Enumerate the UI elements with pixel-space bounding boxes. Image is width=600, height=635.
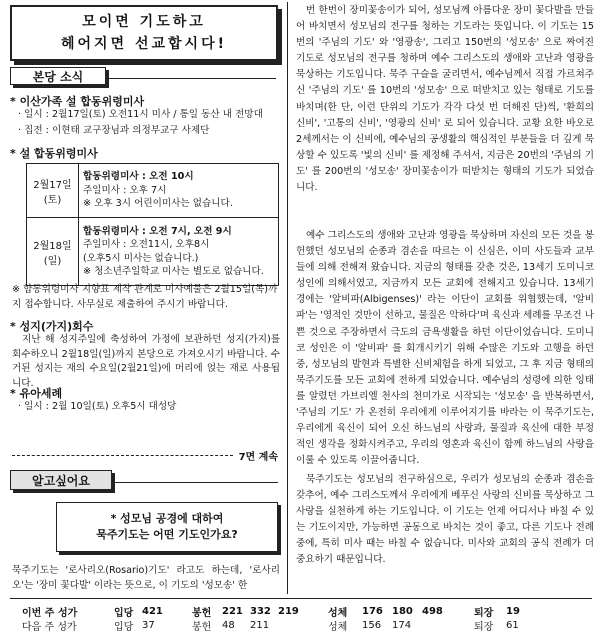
communion-hymn: 156	[362, 619, 382, 631]
offertory-label: 봉헌	[192, 621, 212, 633]
table-row	[27, 164, 279, 218]
schedule-line: (오후5시 미사는 없습니다.)	[83, 252, 199, 264]
stats-label: 이번 주 성가	[22, 607, 78, 619]
recessional-label: 퇴장	[474, 621, 494, 633]
offertory-hymn: 219	[278, 605, 299, 617]
stats-label: 다음 주 성가	[22, 621, 77, 633]
item-heading-palm-return: * 성지(가지)회수	[10, 320, 94, 333]
topic-line-1: * 성모님 공경에 대하여	[110, 512, 224, 525]
section-parish-news: 본당 소식	[10, 67, 106, 85]
rosary-intro: 묵주기도는 '로사리오(Rosario)기도' 라고도 하는데, '로사리오'는 '장미 꽃다발' 이라는 뜻으로, 이 기도의 '성모송' 한	[12, 565, 280, 591]
slogan-banner	[10, 5, 278, 61]
section-want-to-know: 알고싶어요	[10, 470, 112, 490]
item-note: ※ 합동위령미사 지향표 제작 관계로 미사예물은 2월15일(목)까지 접수합니다. 사무실로 제출하여 주시기 바랍니다.	[12, 284, 278, 310]
schedule-details	[79, 218, 279, 286]
communion-label: 성체	[328, 621, 348, 633]
recessional-label: 퇴장	[474, 607, 494, 619]
mass-schedule-table	[26, 163, 279, 286]
schedule-line: 합동위령미사 : 오전 10시	[83, 171, 194, 183]
item-detail: · 일시 : 2월17일(토) 오전11시 미사 / 통일 동산 내 전망대	[18, 109, 263, 120]
recessional-hymn: 19	[506, 605, 520, 617]
entrance-hymn: 421	[142, 605, 163, 617]
entrance-label: 입당	[114, 607, 134, 619]
schedule-line: 주일미사 : 오전11시, 오후8시	[83, 239, 210, 250]
topic-line-2: 묵주기도는 어떤 기도인가요?	[96, 528, 238, 541]
schedule-details	[79, 164, 279, 218]
rosary-paragraph-3: 묵주기도는 성모님의 전구하심으로, 우리가 성모님의 순종과 겸손을 갖추어, 예수 그리스도께서 우리에게 베푸신 사랑의 신비를 묵상하고 그 사랑을 실천하게 하는 기도입니다. 이 기도는 언제 어디서나 바칠 수 있는 기도이지만, 가능하면 공동으로 바치는 것이 좋고, 다른 기도나 전례 중에, 특히 미사 때는 바칠 수 없습니다. 미사와 교회의 공식 전례가 더 중요하기 때문입니다.	[296, 474, 594, 566]
continued-label: 7면 계속	[238, 452, 278, 463]
rosary-paragraph-2: 예수 그리스도의 생애와 고난과 영광을 묵상하며 자신의 모든 것을 봉헌했던 성모님의 순종과 겸손을 따르는 이 신심은, 이미 사도들과 교부들에 의해 전해져 왔습니다. 지금의 형태를 갖춘 것은, 13세기 도미니코 성인에 의해서였고, 지금까지 모든 교회에 전해지고 있습니다. 13세기경에는 '알비파(Albigenses)' 라는 이단이 교회를 위협했는데, '알비파'는 '영적인 것만이 선하고, 물질은 악하다'며 육신과 세례를 무조건 나쁜 것으로 주장하면서 극도의 금욕생활을 하던 이단이었습니다. 도미니코 성인은 이 '알비파' 를 회개시키기 위해 수많은 기도와 고행을 하던 중, 성모님의 발현과 특별한 신비체험을 하게 되었고, 그 후 지금 형태의 묵주기도를 모든 교회에 전하게 되었습니다. 예수님의 성령에 의한 잉태를 알렸던 가브리엘 천사의 천미가로 시작되는 '성모송' 을 반복하면서, '주님의 기도' 가 온전히 우리에게 이루어지기를 바라는 이 묵주기도는, 우리에게 육신이 되어 오신 하느님의 사랑과, 물질과 육신에 대한 부정적인 생각을 정화시켜주고, 우리의 영혼과 육신이 함께 하느님의 사랑을 이룰 수 있도록 이끌어줍니다.	[296, 230, 594, 467]
item-heading-memorial-mass: * 설 합동위령미사	[10, 147, 98, 160]
communion-hymn: 176	[362, 605, 383, 617]
stats-row-this-week	[22, 604, 592, 618]
column-divider	[287, 2, 288, 594]
schedule-line: ※ 오후 3시 어린이미사는 없습니다.	[83, 198, 233, 210]
communion-hymn: 174	[392, 619, 412, 631]
dashed-divider	[12, 455, 233, 456]
schedule-date: 2월18일(일)	[27, 218, 79, 286]
offertory-hymn: 48	[222, 619, 235, 631]
section-divider	[114, 482, 278, 483]
communion-label: 성체	[328, 607, 348, 619]
table-row	[27, 218, 279, 286]
slogan-line-2: 헤어지면 선교합시다!	[61, 36, 227, 52]
item-detail: · 집전 : 이현태 교구장님과 의정부교구 사제단	[18, 125, 210, 136]
slogan-line-1: 모이면 기도하고	[82, 14, 206, 30]
topic-box	[56, 502, 278, 552]
section-divider	[108, 78, 276, 79]
stats-divider	[10, 598, 592, 599]
offertory-hymn: 332	[250, 605, 271, 617]
item-heading-infant-baptism: * 유아세례	[10, 387, 63, 400]
schedule-line: 합동위령미사 : 오전 7시, 오전 9시	[83, 225, 232, 237]
schedule-line: ※ 청소년주일학교 미사는 별도로 없습니다.	[83, 266, 264, 277]
schedule-line: 주일미사 : 오후 7시	[83, 184, 167, 196]
item-heading-memorial-mass-separated: * 이산가족 설 합동위령미사	[10, 95, 145, 108]
continued-note	[12, 448, 278, 463]
hymn-stats	[22, 604, 592, 632]
offertory-hymn: 211	[250, 619, 270, 631]
entrance-hymn: 37	[142, 619, 155, 631]
schedule-date: 2월17일(토)	[27, 164, 79, 218]
entrance-label: 입당	[114, 621, 134, 633]
offertory-hymn: 221	[222, 605, 243, 617]
communion-hymn: 498	[422, 605, 443, 617]
communion-hymn: 180	[392, 605, 413, 617]
item-detail: · 일시 : 2월 10일(토) 오후5시 대성당	[18, 401, 177, 412]
item-body: 지난 해 성지주일에 축성하여 가정에 보관하던 성지(가지)를 회수하오니 2월18일(일)까지 본당으로 가져오시기 바랍니다. 수거된 성지는 재의 수요일(2월21일)에 머리에 얹는 재로 사용됩니다.	[12, 334, 280, 389]
rosary-paragraph-1: 번 한번이 장미꽃송이가 되어, 성모님께 아름다운 장미 꽃다발을 만들어 바치면서 성모님의 전구를 청하는 기도라는 뜻입니다. 이 기도는 15번의 '주님의 기도' 와 '영광송', 그리고 150번의 '성모송' 으로 짜여진 기도로 성모님의 전구를 청하며 예수 그리스도의 생애와 고난과 영광을 묵상하는 기도입니다. 묵주 구슬을 굴리면서, 예수님께서 직접 가르쳐주신 '주님의 기도' 를 10번의 '성모송' 으로 떠받치고 있는 형태로 기도를 바치며(한 단, 이런 단위의 기도가 각각 다섯 번 더해진 단)씩, '환희의 신비', '고통의 신비', '영광의 신비' 로 되어 있습니다. 교황 요한 바오로 2세께서는 이 신비에, 예수님의 공생활의 핵심적인 부분들을 더 깊게 묵상할 수 있도록 '빛의 신비' 를 제정해 주셔서, 지금은 20번의 '주님의 기도' 를 200번의 '성모송' 장미꽃송이가 떠받치는 형태의 기도가 되었습니다.	[296, 5, 594, 194]
recessional-hymn: 61	[506, 619, 519, 631]
stats-row-next-week	[22, 618, 592, 632]
offertory-label: 봉헌	[192, 607, 212, 619]
